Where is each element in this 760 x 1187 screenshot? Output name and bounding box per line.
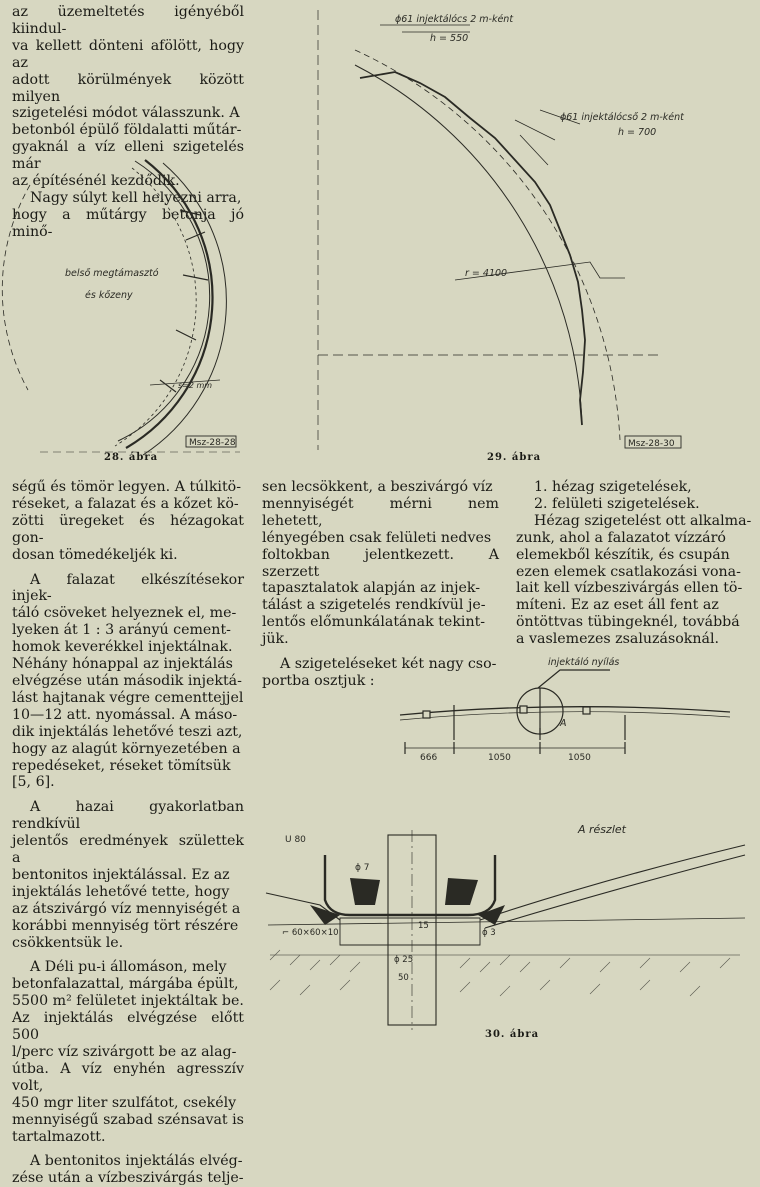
- text-line: Az injektálás elvégzése előtt 500: [12, 1010, 244, 1044]
- text-line: az átszivárgó víz mennyiségét a: [12, 900, 241, 917]
- fig30-dim-1: 666: [420, 753, 438, 763]
- text-line: dosan tömedékeljék ki.: [12, 546, 178, 563]
- text-line: l/perc víz szivárgott be az alag-: [12, 1044, 237, 1060]
- text-line: lait kell vízbeszivárgás ellen tö-: [516, 580, 743, 597]
- fig29-mid-label-1: ϕ61 injektálócső 2 m-ként: [560, 112, 684, 123]
- text-line: foltokban jelentkezett. A szerzett: [262, 546, 499, 580]
- fig28-inner-label-2: és kőzeny: [85, 290, 133, 301]
- fig29-radius-label: r = 4100: [465, 268, 508, 279]
- text-line: útba. A víz enyhén agresszív volt,: [12, 1060, 244, 1094]
- text-line: Nagy súlyt kell helyezni arra,: [30, 189, 242, 206]
- fig29-top-label-2: h = 550: [430, 33, 469, 44]
- fig30-15-label: 15: [418, 921, 429, 931]
- text-line: injektálás lehetővé tette, hogy: [12, 883, 230, 900]
- figure-28-caption: 28. ábra: [104, 452, 159, 463]
- column-1-bottom: [12, 479, 244, 1187]
- fig29-mid-label-2: h = 700: [618, 127, 657, 138]
- text-line: az építésénél kezdődik.: [12, 173, 180, 190]
- text-line: gyaknál a víz elleni szigetelés már: [12, 139, 244, 173]
- text-line: elemekből készítik, és csupán: [516, 546, 730, 563]
- text-line: portba osztjuk :: [262, 672, 375, 689]
- text-line: betonból épülő földalatti műtár-: [12, 122, 242, 139]
- text-line: sen lecsökkent, a beszivárgó víz: [262, 479, 493, 495]
- figure-28-drawing: [2, 160, 240, 455]
- fig28-stamp: Msz-28-28: [189, 438, 236, 448]
- text-line: 450 mgr liter szulfátot, csekély: [12, 1094, 237, 1111]
- text-line: Hézag szigetelést ott alkalma-: [534, 512, 752, 529]
- text-line: öntöttvas tübingeknél, továbbá: [516, 614, 740, 631]
- text-line: [5, 6].: [12, 774, 55, 791]
- text-line: 10—12 att. nyomással. A máso-: [12, 706, 238, 723]
- fig29-top-label-1: ϕ61 injektálócs 2 m-ként: [395, 14, 514, 25]
- fig30-dim-3: 1050: [568, 753, 591, 763]
- text-line: 1. hézag szigetelések,: [534, 479, 692, 495]
- text-line: jük.: [262, 631, 289, 648]
- text-line: A szigeteléseket két nagy cso-: [280, 656, 497, 673]
- text-line: míteni. Ez az eset áll fent az: [516, 597, 719, 614]
- text-line: szigetelési módot válasszunk. A: [12, 105, 240, 122]
- fig30-d7-label: ϕ 7: [355, 863, 370, 873]
- fig30-u80-label: U 80: [285, 835, 306, 845]
- fig28-dim-label: s=2 mm: [178, 381, 213, 390]
- text-line: tartalmazott.: [12, 1128, 106, 1145]
- text-line: tapasztalatok alapján az injek-: [262, 580, 481, 597]
- text-line: dik injektálás lehetővé teszi azt,: [12, 723, 243, 740]
- text-line: zése után a vízbeszivárgás telje-: [12, 1170, 244, 1187]
- text-line: lényegében csak felületi nedves: [262, 529, 492, 546]
- text-line: va kellett dönteni afölött, hogy az: [12, 37, 244, 71]
- text-line: lást hajtanak végre cementtejjel: [12, 689, 244, 706]
- column-3: [516, 479, 752, 648]
- text-line: zunk, ahol a falazatot vízzáró: [516, 529, 726, 546]
- fig30-detail-label: A részlet: [578, 823, 626, 836]
- figure-29-caption: 29. ábra: [487, 452, 542, 463]
- text-line: repedéseket, réseket tömítsük: [12, 757, 231, 774]
- text-line: tálást a szigetelés rendkívül je-: [262, 597, 486, 614]
- text-line: elvégzése után második injektá-: [12, 672, 242, 689]
- fig30-angle-label: ⌐ 60×60×10: [282, 928, 339, 938]
- text-line: betonfalazattal, márgába épült,: [12, 976, 239, 993]
- text-line: A Déli pu-i állomáson, mely: [30, 959, 227, 976]
- figure-30-caption: 30. ábra: [485, 1029, 540, 1040]
- text-line: a vaslemezes zsaluzásoknál.: [516, 631, 720, 648]
- text-line: jelentős eredmények születtek a: [12, 833, 244, 867]
- text-line: homok keverékkel injektálnak.: [12, 639, 233, 656]
- column-2: [262, 479, 499, 690]
- text-line: ségű és tömör legyen. A túlkitö-: [12, 479, 242, 495]
- text-line: A hazai gyakorlatban rendkívül: [12, 799, 244, 833]
- text-line: mennyiségű szabad szénsavat is: [12, 1111, 244, 1128]
- fig30-d3-label: ϕ 3: [482, 928, 496, 938]
- text-line: az üzemeltetés igényéből kiindul-: [12, 4, 244, 37]
- text-line: adott körülmények között milyen: [12, 71, 244, 105]
- text-line: csökkentsük le.: [12, 934, 124, 951]
- figure-29-drawing: [318, 10, 681, 450]
- fig30-hole-label: injektáló nyílás: [548, 657, 620, 668]
- fig30-d25-label: ϕ 25: [394, 955, 414, 965]
- text-line: 5500 m² felületet injektáltak be.: [12, 993, 244, 1010]
- text-line: ezen elemek csatlakozási vona-: [516, 563, 741, 580]
- text-line: lentős előmunkálatának tekint-: [262, 614, 486, 631]
- text-line: korábbi mennyiség tört részére: [12, 917, 239, 934]
- text-line: 2. felületi szigetelések.: [534, 495, 700, 512]
- text-line: hogy az alagút környezetében a: [12, 740, 241, 757]
- fig30-50-label: 50: [398, 973, 409, 983]
- fig28-inner-label-1: belső megtámasztó: [65, 268, 159, 279]
- text-line: bentonitos injektálással. Ez az: [12, 866, 230, 883]
- text-line: A bentonitos injektálás elvég-: [30, 1153, 243, 1170]
- text-line: mennyiségét mérni nem lehetett,: [262, 495, 499, 529]
- text-line: A falazat elkészítésekor injek-: [12, 571, 244, 605]
- fig30-dim-2: 1050: [488, 753, 511, 763]
- text-line: réseket, a falazat és a kőzet kö-: [12, 495, 239, 512]
- fig30-a-label: A: [560, 718, 567, 729]
- fig29-stamp: Msz-28-30: [628, 439, 675, 449]
- text-line: táló csöveket helyeznek el, me-: [12, 605, 237, 622]
- text-line: zötti üregeket és hézagokat gon-: [12, 512, 244, 546]
- text-line: lyeken át 1 : 3 arányú cement-: [12, 622, 231, 639]
- text-line: Néhány hónappal az injektálás: [12, 656, 233, 673]
- text-line: hogy a műtárgy betonja jó minő-: [12, 206, 244, 240]
